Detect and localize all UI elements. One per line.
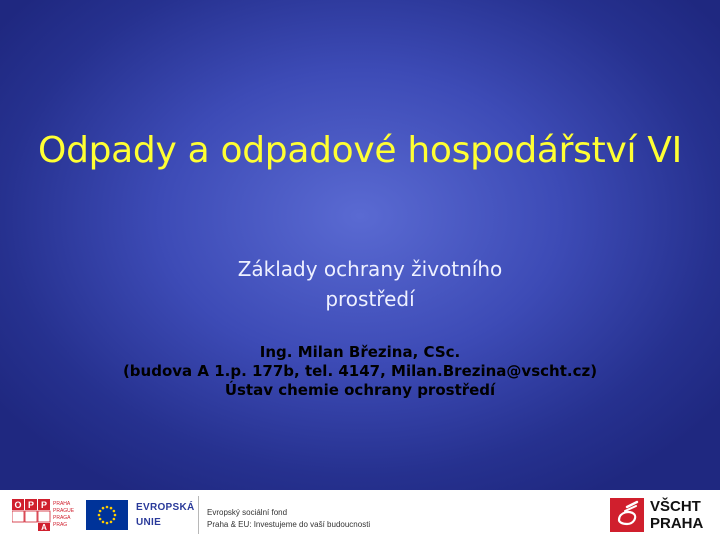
op-praha-logo <box>12 499 80 531</box>
op-line-praha: PRAHA <box>53 501 71 507</box>
author-contact: (budova A 1.p. 177b, tel. 4147, Milan.Brezina@vscht.cz) <box>122 362 598 380</box>
eu-flag-icon <box>86 500 128 530</box>
vscht-label <box>650 498 703 532</box>
op-letter-o: O <box>14 500 22 510</box>
footer-logo-bar <box>0 490 720 540</box>
op-line-prag: PRAG <box>53 522 68 528</box>
op-logo-cell-blank1 <box>12 511 24 522</box>
footer-divider <box>198 496 199 534</box>
author-name: Ing. Milan Březina, CSc. <box>259 343 461 361</box>
op-logo-cell-blank2 <box>25 511 37 522</box>
vscht-line1: VŠCHT <box>650 498 701 515</box>
eu-label-line2: UNIE <box>136 517 162 528</box>
slide-title: Odpady a odpadové hospodářství VI <box>38 130 682 171</box>
op-logo-cell-blank3 <box>38 511 50 522</box>
author-block <box>0 343 720 400</box>
op-letter-p1: P <box>27 500 35 510</box>
op-line-praga: PRAGA <box>53 515 71 521</box>
esf-line2: Praha & EU: Investujeme do vaší budoucnosti <box>207 520 371 529</box>
author-department: Ústav chemie ochrany prostředí <box>224 381 496 399</box>
esf-label <box>207 507 370 531</box>
eu-label <box>136 500 195 530</box>
slide-subtitle: Základy ochrany životního prostředí <box>237 257 503 311</box>
vscht-line2: PRAHA <box>650 515 704 532</box>
op-letter-p2: P <box>40 500 48 510</box>
op-letter-a: A <box>41 523 47 531</box>
vscht-logo-icon <box>610 498 644 532</box>
eu-label-line1: EVROPSKÁ <box>136 502 195 513</box>
esf-line1: Evropský sociální fond <box>207 508 288 517</box>
op-line-prague: PRAGUE <box>53 508 75 514</box>
